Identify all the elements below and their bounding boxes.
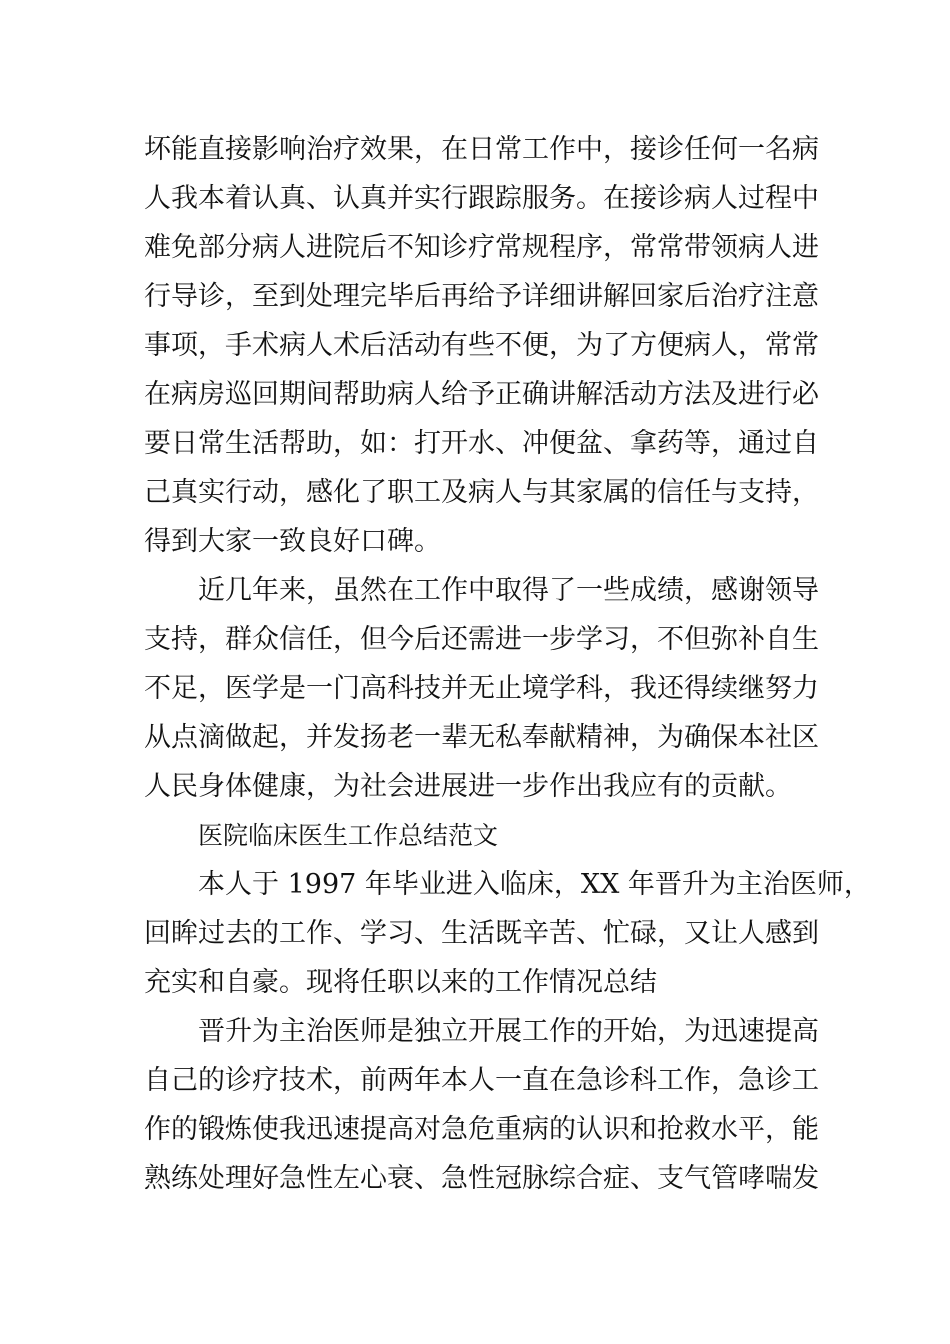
- paragraph-introduction: [144, 860, 871, 1007]
- text-line: 难免部分病人进院后不知诊疗常规程序，常常带领病人进: [144, 232, 819, 263]
- text-line: 在病房巡回期间帮助病人给予正确讲解活动方法及进行必: [144, 379, 819, 410]
- text-line: 事项，手术病人术后活动有些不便，为了方便病人，常常: [144, 330, 819, 361]
- section-heading: [144, 811, 810, 860]
- paragraph-attending-physician: [144, 1007, 819, 1203]
- text-line: 不足，医学是一门高科技并无止境学科，我还得续继努力: [144, 673, 819, 704]
- text-line: 熟练处理好急性左心衰、急性冠脉综合症、支气管哮喘发: [144, 1163, 819, 1194]
- text-line: 回眸过去的工作、学习、生活既辛苦、忙碌，又让人感到: [144, 918, 819, 949]
- text-line: 得到大家一致良好口碑。: [144, 526, 441, 557]
- text-line: 充实和自豪。现将任职以来的工作情况总结: [144, 967, 657, 998]
- text-line: 坏能直接影响治疗效果，在日常工作中，接诊任何一名病: [144, 134, 819, 165]
- text-line: 从点滴做起，并发扬老一辈无私奉献精神，为确保本社区: [144, 722, 819, 753]
- text-line: 要日常生活帮助，如：打开水、冲便盆、拿药等，通过自: [144, 428, 819, 459]
- paragraph-recent-years: [144, 566, 819, 811]
- document-body: [144, 125, 871, 1203]
- text-line: 晋升为主治医师是独立开展工作的开始，为迅速提高: [198, 1016, 819, 1047]
- section-title: 医院临床医生工作总结范文: [198, 821, 499, 850]
- text-line: 己真实行动，感化了职工及病人与其家属的信任与支持，: [144, 477, 819, 508]
- text-line: 人我本着认真、认真并实行跟踪服务。在接诊病人过程中: [144, 183, 819, 214]
- paragraph-patient-service: [144, 125, 819, 566]
- text-line: 人民身体健康，为社会进展进一步作出我应有的贡献。: [144, 771, 792, 802]
- text-line: 近几年来，虽然在工作中取得了一些成绩，感谢领导: [198, 575, 819, 606]
- text-line: 作的锻炼使我迅速提高对急危重病的认识和抢救水平，能: [144, 1114, 819, 1145]
- text-line: 行导诊，至到处理完毕后再给予详细讲解回家后治疗注意: [144, 281, 819, 312]
- text-line: 支持，群众信任，但今后还需进一步学习，不但弥补自生: [144, 624, 819, 655]
- text-line: 本人于 1997 年毕业进入临床，XX 年晋升为主治医师，: [198, 869, 871, 900]
- text-line: 自己的诊疗技术，前两年本人一直在急诊科工作，急诊工: [144, 1065, 819, 1096]
